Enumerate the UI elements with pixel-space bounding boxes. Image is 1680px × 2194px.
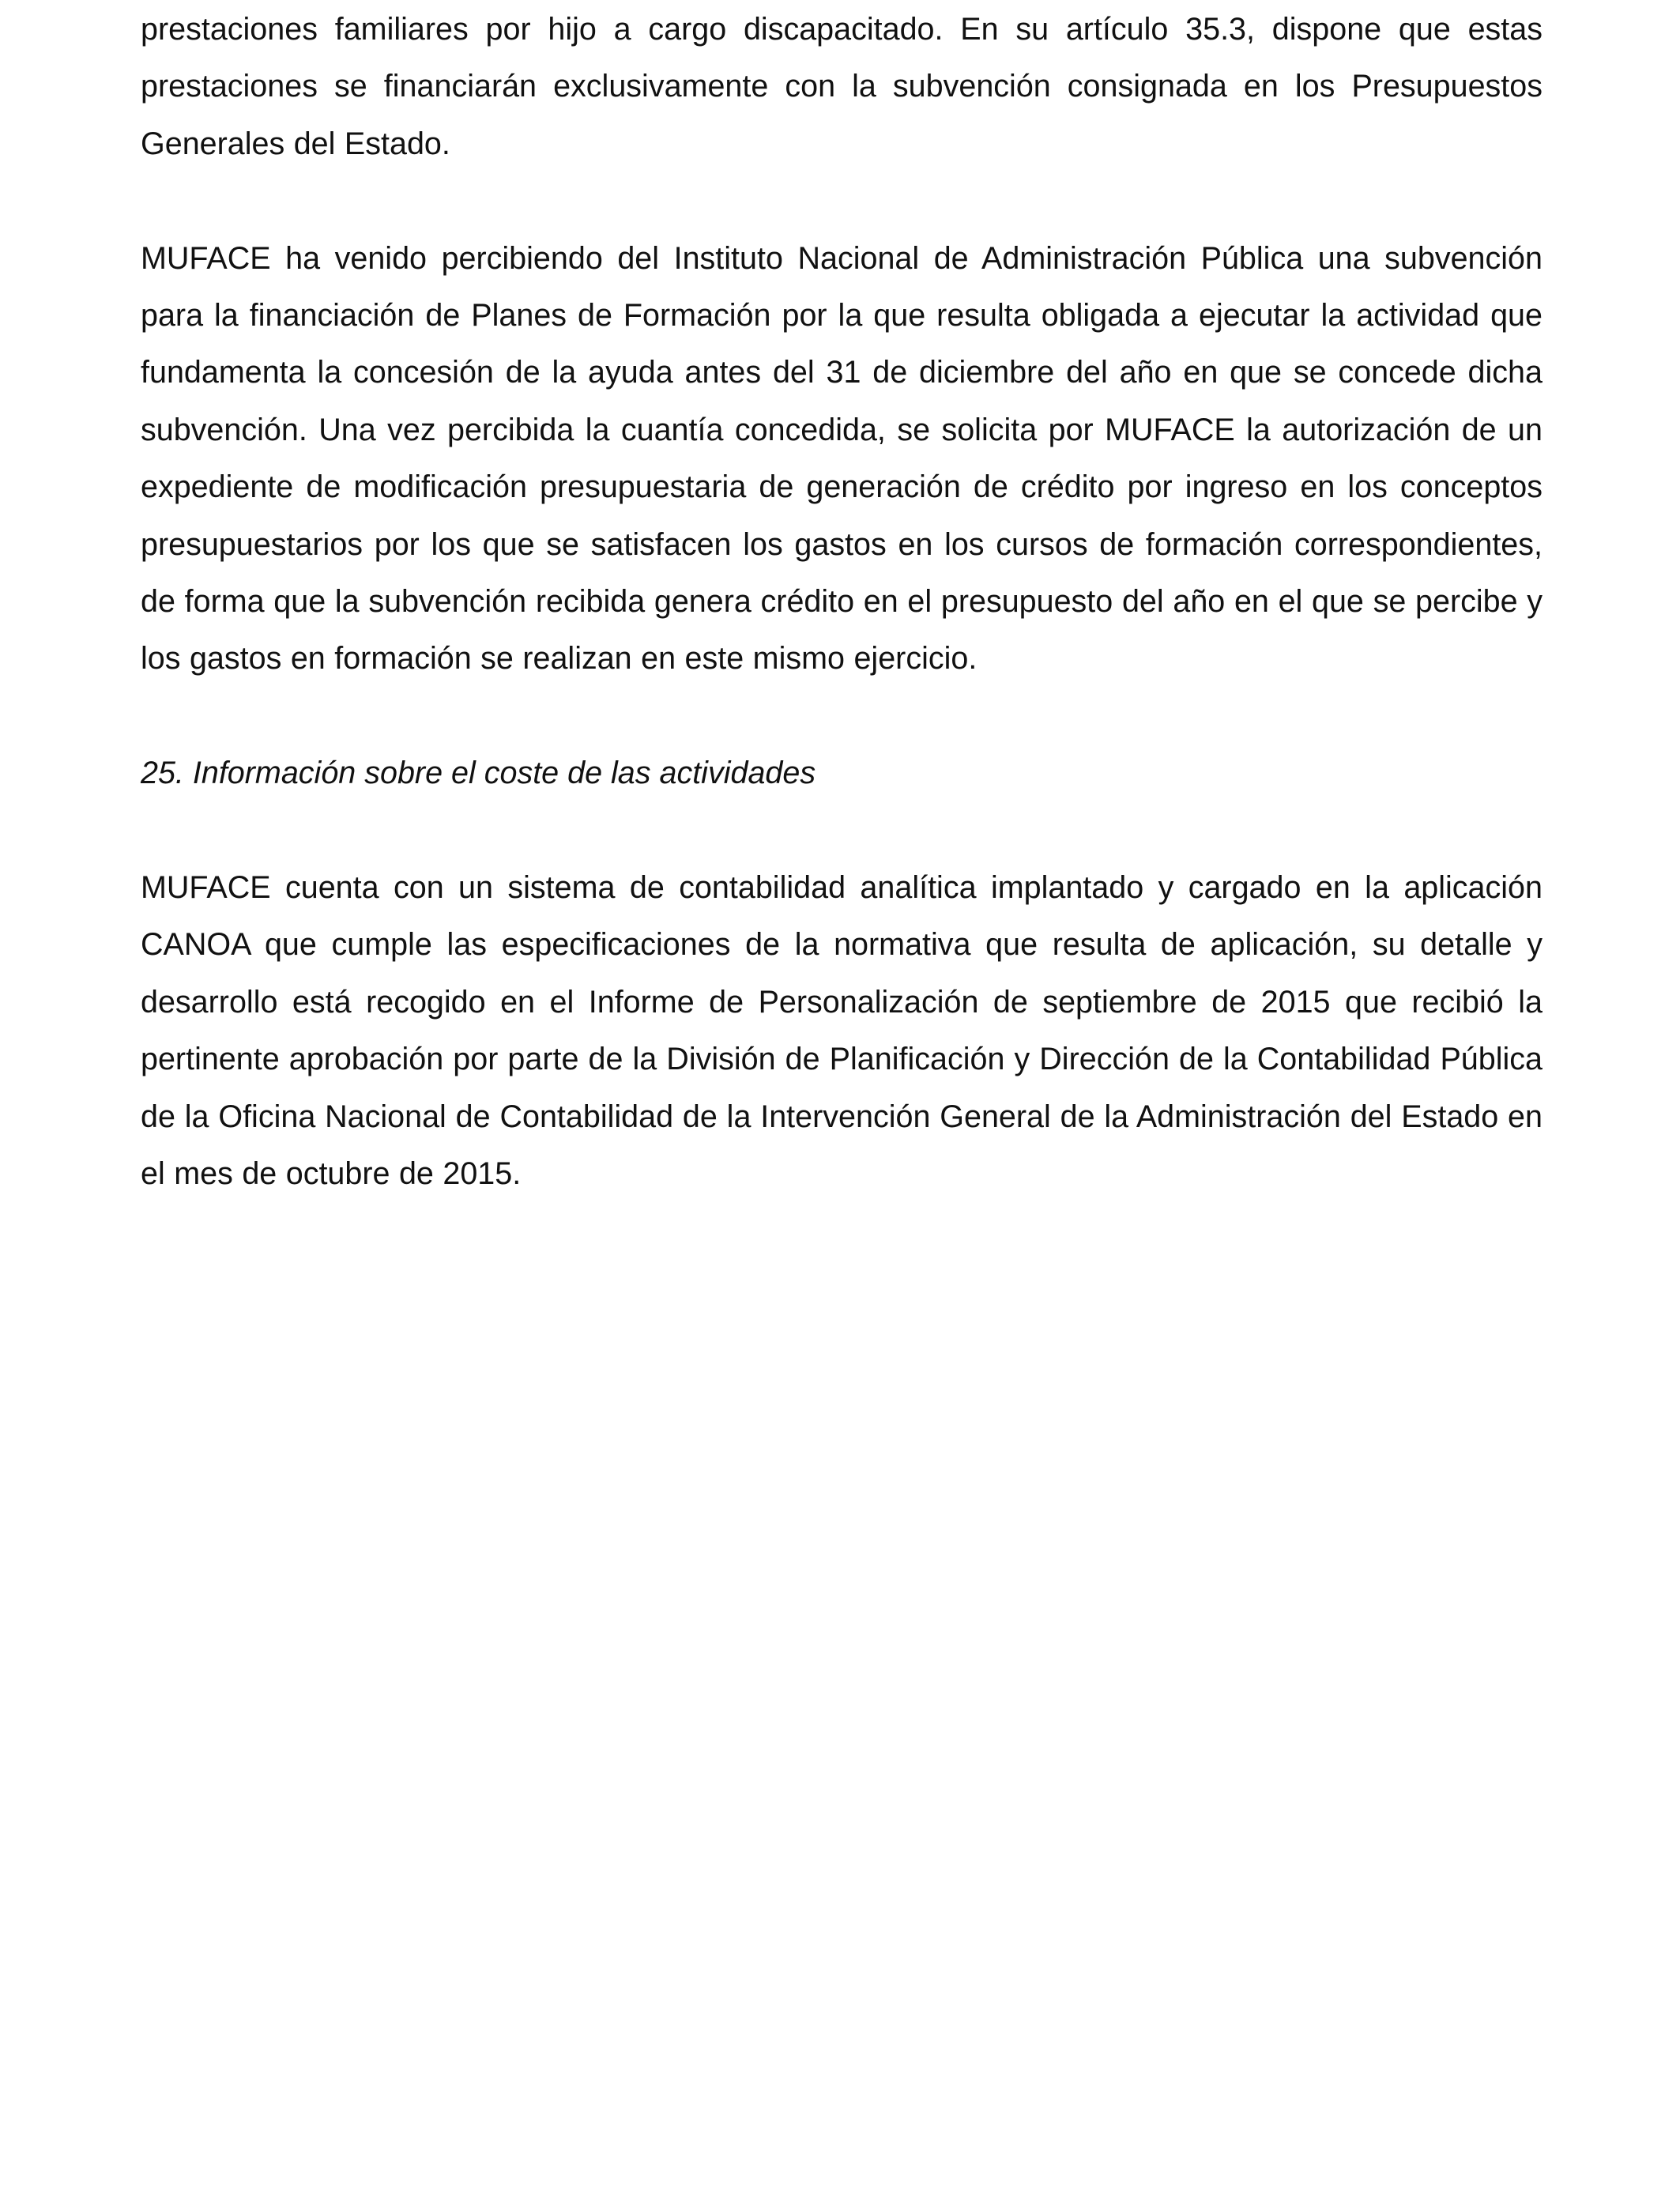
section-heading: 25. Información sobre el coste de las actividades [141, 756, 816, 791]
paragraph-spacer [141, 688, 1543, 745]
paragraph-spacer [141, 802, 1543, 859]
paragraph-spacer [141, 172, 1543, 229]
paragraph-prestaciones: prestaciones familiares por hijo a cargo discapacitado. En su artículo 35.3, dispone que estas prestaciones se financiarán exclusivamente con la subvención consignada en los Presupuestos Generales del Estado. [141, 12, 1543, 161]
paragraph-subvencion-formacion: MUFACE ha venido percibiendo del Instituto Nacional de Administración Pública una subvención para la financiación de Planes de Formación por la que resulta obligada a ejecutar la actividad que fundamenta la concesión de la ayuda antes del 31 de diciembre del año en que se concede dicha subvención. Una vez percibida la cuantía concedida, se solicita por MUFACE la autorización de un expediente de modificación presupuestaria de generación de crédito por ingreso en los conceptos presupuestarios por los que se satisfacen los gastos en los cursos de formación correspondientes, de forma que la subvención recibida genera crédito en el presupuesto del año en el que se percibe y los gastos en formación se realizan en este mismo ejercicio. [141, 240, 1543, 677]
document-page [141, 0, 1543, 1202]
paragraph-contabilidad-analitica: MUFACE cuenta con un sistema de contabilidad analítica implantado y cargado en la aplicación CANOA que cumple las especificaciones de la normativa que resulta de aplicación, su detalle y desarrollo está recogido en el Informe de Personalización de septiembre de 2015 que recibió la pertinente aprobación por parte de la División de Planificación y Dirección de la Contabilidad Pública de la Oficina Nacional de Contabilidad de la Intervención General de la Administración del Estado en el mes de octubre de 2015. [141, 870, 1543, 1192]
